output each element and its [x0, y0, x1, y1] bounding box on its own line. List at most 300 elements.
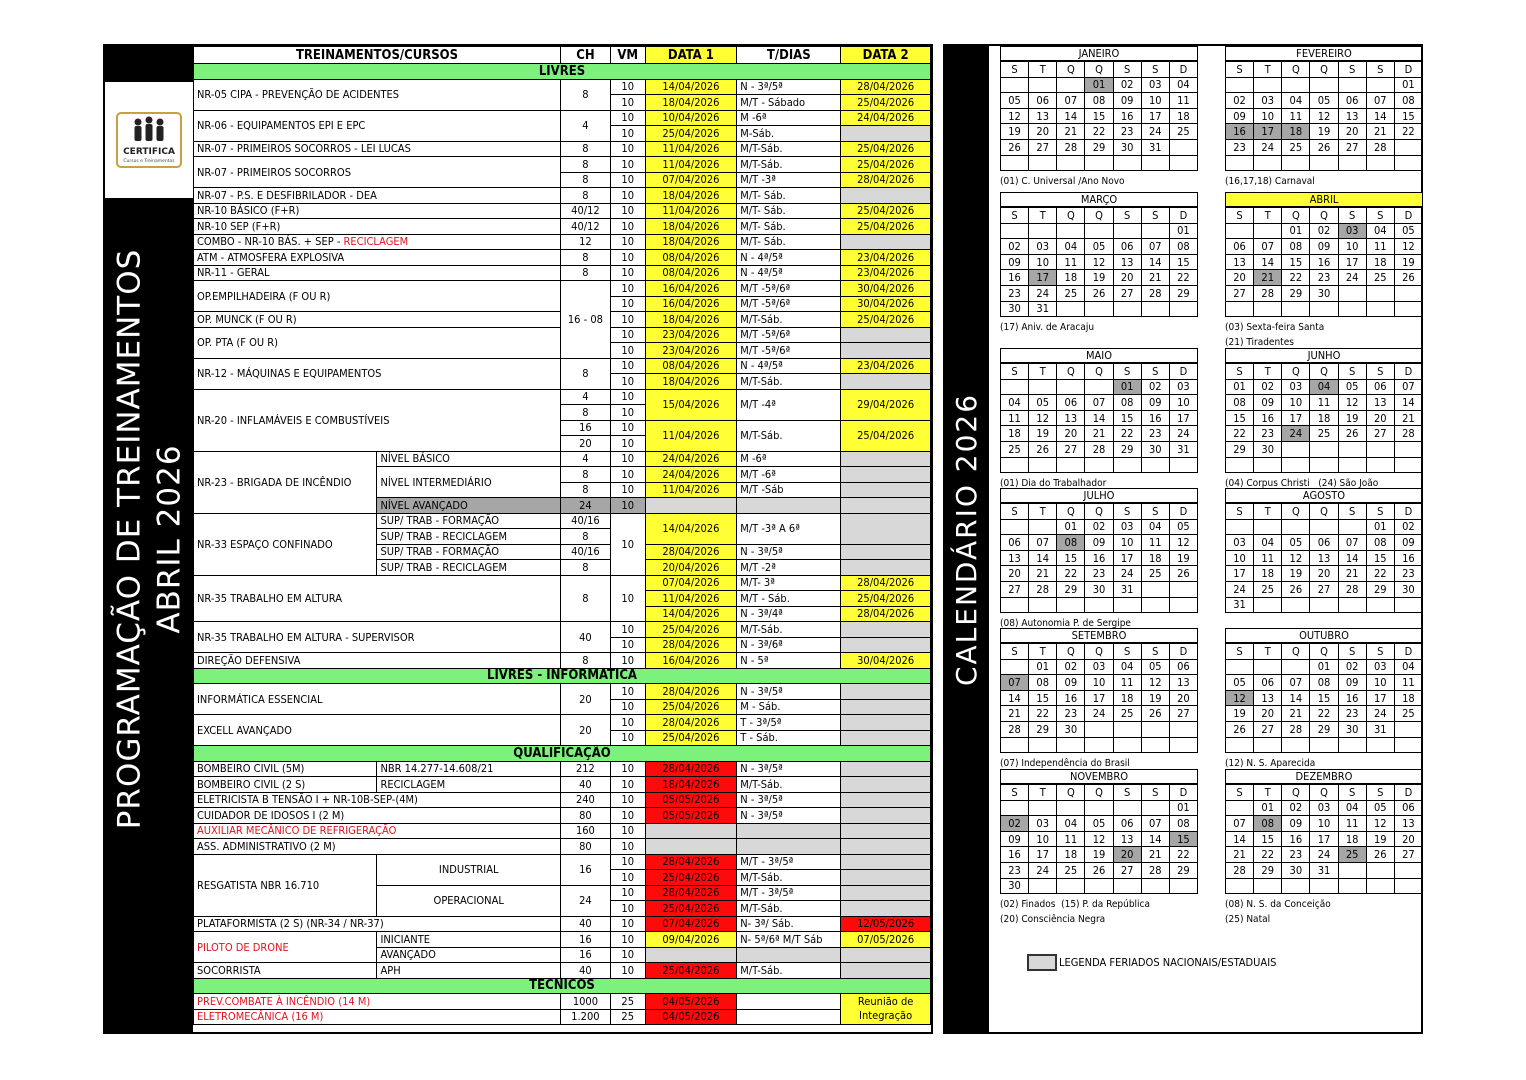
table-cell: 8 [560, 172, 610, 188]
calendar-day: 27 [1394, 847, 1422, 863]
section-qualificacao: QUALIFICAÇÃO [194, 746, 931, 762]
table-cell: 10 [610, 932, 645, 948]
holiday-note: (02) Finados (15) P. da República (20) Consciência Negra [1000, 899, 1151, 926]
legend-swatch [1027, 954, 1057, 971]
calendar-day: 01 [1169, 223, 1197, 239]
calendar-day: 28 [1141, 862, 1169, 878]
calendar-day [1338, 862, 1366, 878]
calendar-day: 29 [1226, 441, 1254, 457]
month-9 [1225, 628, 1423, 771]
calendar-day: 24 [1029, 862, 1057, 878]
table-cell: M/T-Sáb. [737, 777, 841, 793]
weekday-header: Q [1057, 644, 1085, 660]
calendar-day [1394, 139, 1422, 155]
calendar-day: 05 [1029, 395, 1057, 411]
calendar-day [1057, 155, 1085, 171]
table-cell: 25/04/2026 [841, 141, 931, 157]
calendar-day: 25 [1057, 862, 1085, 878]
calendar-day: 29 [1169, 285, 1197, 301]
calendar-day: 09 [1282, 816, 1310, 832]
weekday-header: D [1169, 644, 1197, 660]
table-cell: M/T -5ª/6ª [737, 281, 841, 297]
weekday-header: S [1113, 504, 1141, 520]
calendar-day: 04 [1254, 535, 1282, 551]
calendar-day: 20 [1254, 706, 1282, 722]
table-cell: 24/04/2026 [645, 467, 737, 483]
weekday-header: S [1113, 62, 1141, 78]
calendar-day: 21 [1282, 706, 1310, 722]
calendar-day: 10 [1226, 550, 1254, 566]
calendar-day: 09 [1310, 239, 1338, 255]
weekday-header: S [1366, 504, 1394, 520]
calendar-day [1338, 301, 1366, 317]
table-cell: NR-12 - MÁQUINAS E EQUIPAMENTOS [194, 358, 561, 389]
table-cell: 10 [610, 699, 645, 715]
table-cell: 8 [560, 653, 610, 669]
weekday-header: T [1029, 644, 1057, 660]
table-cell [841, 560, 931, 576]
calendar-day [1254, 223, 1282, 239]
calendar-day: 14 [1029, 550, 1057, 566]
calendar-day: 03 [1113, 519, 1141, 535]
table-cell: 24/04/2026 [645, 451, 737, 467]
calendar-day: 26 [1282, 581, 1310, 597]
calendar-day: 11 [1001, 410, 1029, 426]
weekday-header: Q [1310, 62, 1338, 78]
calendar-day: 20 [1394, 831, 1422, 847]
calendar-day: 06 [1254, 675, 1282, 691]
calendar-day: 05 [1366, 800, 1394, 816]
calendar-day [1366, 285, 1394, 301]
calendar-day [1338, 77, 1366, 93]
month-4 [1000, 348, 1198, 491]
calendar-day: 28 [1338, 581, 1366, 597]
holiday-note: (08) Autonomia P. de Sergipe [1000, 618, 1131, 630]
table-cell: 8 [560, 467, 610, 483]
calendar-day: 03 [1254, 93, 1282, 109]
table-cell: NR-35 TRABALHO EM ALTURA - SUPERVISOR [194, 622, 561, 653]
calendar-day [1001, 155, 1029, 171]
table-cell: M/T - Sábado [737, 95, 841, 111]
table-cell: 10 [610, 761, 645, 777]
calendar-day: 20 [1366, 410, 1394, 426]
calendar-day [1366, 441, 1394, 457]
table-cell: 28/04/2026 [645, 854, 737, 870]
calendar-day: 27 [1029, 139, 1057, 155]
calendar-day: 17 [1338, 254, 1366, 270]
table-cell [645, 839, 737, 855]
table-cell: SUP/ TRAB - RECICLAGEM [377, 529, 560, 545]
table-cell: SUP/ TRAB - RECICLAGEM [377, 560, 560, 576]
calendar-day: 11 [1141, 535, 1169, 551]
calendar-day: 17 [1169, 410, 1197, 426]
calendar-day [1169, 878, 1197, 894]
calendar-day: 13 [1113, 254, 1141, 270]
calendar-day [1029, 597, 1057, 613]
calendar-day: 25 [1254, 581, 1282, 597]
table-cell: PILOTO DE DRONE [194, 932, 377, 963]
calendar-day: 20 [1113, 847, 1141, 863]
weekday-header: Q [1085, 62, 1113, 78]
table-cell: 10 [610, 885, 645, 901]
table-cell: 8 [560, 529, 610, 545]
calendar-day: 23 [1001, 862, 1029, 878]
table-cell: 10 [610, 312, 645, 328]
weekday-header: S [1338, 208, 1366, 224]
calendar-day: 29 [1366, 581, 1394, 597]
table-cell: N - 5ª [737, 653, 841, 669]
table-cell: 40/12 [560, 219, 610, 235]
calendar-day [1085, 301, 1113, 317]
calendar-day: 03 [1366, 659, 1394, 675]
calendar-day [1001, 597, 1029, 613]
table-cell: T - 3ª/5ª [737, 715, 841, 731]
table-cell: 10 [610, 265, 645, 281]
calendar-day [1226, 659, 1254, 675]
table-cell: 11/04/2026 [645, 591, 737, 607]
calendar-day: 06 [1029, 93, 1057, 109]
calendar-day: 12 [1282, 550, 1310, 566]
weekday-header: T [1029, 364, 1057, 380]
table-cell [841, 327, 931, 343]
table-cell [841, 792, 931, 808]
calendar-day [1169, 737, 1197, 753]
table-cell: RESGATISTA NBR 16.710 [194, 854, 377, 916]
calendar-day: 15 [1226, 410, 1254, 426]
table-cell: 10 [610, 637, 645, 653]
table-cell: 23/04/2026 [841, 358, 931, 374]
calendar-day: 02 [1226, 93, 1254, 109]
table-cell: M/T- Sáb. [737, 234, 841, 250]
calendar-day: 11 [1254, 550, 1282, 566]
calendar-day: 09 [1001, 831, 1029, 847]
weekday-header: T [1254, 644, 1282, 660]
table-cell: M/T -5ª/6ª [737, 296, 841, 312]
table-cell: OP. PTA (F OU R) [194, 327, 561, 358]
calendar-day: 06 [1226, 239, 1254, 255]
weekday-header: Q [1057, 364, 1085, 380]
calendar-day: 11 [1113, 675, 1141, 691]
calendar-day: 19 [1338, 410, 1366, 426]
calendar-day: 19 [1085, 847, 1113, 863]
calendar-day: 12 [1001, 108, 1029, 124]
calendar-day: 30 [1254, 441, 1282, 457]
calendar-day: 13 [1113, 831, 1141, 847]
table-cell: 29/04/2026 [841, 389, 931, 420]
month-title: JULHO [1000, 488, 1198, 503]
calendar-day [1394, 862, 1422, 878]
weekday-header: S [1113, 785, 1141, 801]
table-cell: EXCELL AVANÇADO [194, 715, 561, 746]
calendar-day: 20 [1057, 426, 1085, 442]
calendar-day: 24 [1254, 139, 1282, 155]
table-cell: 25/04/2026 [645, 963, 737, 979]
calendar-title-band [945, 46, 989, 1032]
table-cell [841, 854, 931, 870]
table-cell: DIREÇÃO DEFENSIVA [194, 653, 561, 669]
table-cell: N - 3ª/5ª [737, 79, 841, 95]
calendar-day: 08 [1394, 93, 1422, 109]
weekday-header: Q [1310, 504, 1338, 520]
section-livres: LIVRES [194, 64, 931, 80]
calendar-day: 21 [1254, 270, 1282, 286]
calendar-day [1169, 301, 1197, 317]
weekday-header: S [1141, 364, 1169, 380]
calendar-day: 29 [1282, 285, 1310, 301]
table-cell: 10 [610, 126, 645, 142]
table-cell: M/T- Sáb. [737, 188, 841, 204]
table-cell: 18/04/2026 [645, 219, 737, 235]
calendar-day [1057, 597, 1085, 613]
table-cell: 28/04/2026 [645, 761, 737, 777]
calendar-day: 24 [1085, 706, 1113, 722]
table-cell: 24 [560, 885, 610, 916]
table-cell: 10 [610, 730, 645, 746]
weekday-header: Q [1310, 644, 1338, 660]
table-cell: 10 [610, 854, 645, 870]
table-cell: 25/04/2026 [841, 219, 931, 235]
calendar-day [1394, 155, 1422, 171]
holiday-note: (16,17,18) Carnaval [1225, 176, 1315, 188]
table-cell: 16 [560, 932, 610, 948]
table-cell: M/T -3ª [737, 172, 841, 188]
weekday-header: S [1001, 644, 1029, 660]
calendar-day [1254, 737, 1282, 753]
calendar-day [1338, 285, 1366, 301]
calendar-day: 02 [1282, 800, 1310, 816]
weekday-header: S [1001, 504, 1029, 520]
weekday-header: S [1141, 62, 1169, 78]
table-cell: 24 [560, 498, 610, 514]
table-cell: 25/04/2026 [645, 870, 737, 886]
calendar-day: 09 [1394, 535, 1422, 551]
table-cell: 10 [610, 467, 645, 483]
table-cell: 10 [610, 653, 645, 669]
calendar-day: 02 [1057, 659, 1085, 675]
table-cell: 25/04/2026 [645, 901, 737, 917]
calendar-day: 30 [1394, 581, 1422, 597]
weekday-header: T [1254, 504, 1282, 520]
calendar-day: 19 [1226, 706, 1254, 722]
calendar-day: 08 [1310, 675, 1338, 691]
weekday-header: Q [1282, 208, 1310, 224]
table-cell: N - 3ª/6ª [737, 637, 841, 653]
calendar-day [1057, 77, 1085, 93]
calendar-day [1169, 581, 1197, 597]
calendar-day: 18 [1338, 831, 1366, 847]
calendar-day: 02 [1310, 223, 1338, 239]
calendar-day: 09 [1057, 675, 1085, 691]
table-cell: 40/16 [560, 544, 610, 560]
table-cell: NR-11 - GERAL [194, 265, 561, 281]
table-cell: 10 [610, 203, 645, 219]
table-cell [841, 622, 931, 638]
month-11 [1225, 769, 1423, 927]
weekday-header: S [1141, 644, 1169, 660]
table-cell: APH [377, 963, 560, 979]
table-cell: M - Sáb. [737, 699, 841, 715]
calendar-day: 10 [1029, 831, 1057, 847]
table-cell: 05/05/2026 [645, 808, 737, 824]
calendar-day: 12 [1169, 535, 1197, 551]
table-cell: 23/04/2026 [645, 327, 737, 343]
table-cell [841, 761, 931, 777]
holiday-legend [1027, 954, 1276, 971]
calendar-day: 02 [1338, 659, 1366, 675]
table-cell: N - 4ª/5ª [737, 250, 841, 266]
calendar-day: 28 [1057, 139, 1085, 155]
table-cell: 16 [560, 947, 610, 963]
calendar-day [1085, 379, 1113, 395]
calendar-day: 09 [1254, 395, 1282, 411]
calendar-day [1001, 800, 1029, 816]
calendar-day: 13 [1057, 410, 1085, 426]
calendar-day: 10 [1029, 254, 1057, 270]
training-table [193, 46, 931, 1032]
weekday-header: Q [1310, 364, 1338, 380]
calendar-day: 08 [1169, 816, 1197, 832]
weekday-header: S [1366, 364, 1394, 380]
calendar-day: 10 [1113, 535, 1141, 551]
calendar-day: 31 [1029, 301, 1057, 317]
weekday-header: S [1338, 364, 1366, 380]
calendar-day [1085, 737, 1113, 753]
calendar-day: 16 [1338, 690, 1366, 706]
table-cell: SUP/ TRAB - FORMAÇÃO [377, 513, 560, 529]
calendar-day [1029, 223, 1057, 239]
calendar-day: 10 [1310, 816, 1338, 832]
table-cell: DATA 1 [645, 47, 737, 64]
table-cell: 40 [560, 963, 610, 979]
calendar-day [1254, 878, 1282, 894]
section-informatica: LIVRES - INFORMATICA [194, 668, 931, 684]
table-cell: 10 [610, 947, 645, 963]
calendar-day [1338, 878, 1366, 894]
calendar-day: 03 [1226, 535, 1254, 551]
calendar-day: 17 [1282, 410, 1310, 426]
calendar-day: 08 [1254, 816, 1282, 832]
calendar-day [1001, 737, 1029, 753]
calendar-day: 27 [1057, 441, 1085, 457]
weekday-header: S [1141, 208, 1169, 224]
calendar-day [1141, 223, 1169, 239]
calendar-day: 21 [1057, 124, 1085, 140]
calendar-day: 02 [1085, 519, 1113, 535]
weekday-header: Q [1057, 62, 1085, 78]
calendar-day: 27 [1310, 581, 1338, 597]
table-cell: 25 [610, 994, 645, 1010]
month-3 [1225, 192, 1423, 350]
table-cell: NÍVEL INTERMEDIÁRIO [377, 467, 560, 498]
table-cell: M/T -2ª [737, 560, 841, 576]
table-cell: RECICLAGEM [377, 777, 560, 793]
table-cell [841, 885, 931, 901]
holiday-note: (01) Dia do Trabalhador [1000, 478, 1107, 490]
calendar-day: 13 [1338, 108, 1366, 124]
month-10 [1000, 769, 1198, 927]
calendar-day [1169, 597, 1197, 613]
table-cell: NR-33 ESPAÇO CONFINADO [194, 513, 377, 575]
weekday-header: T [1254, 785, 1282, 801]
calendar-day: 19 [1141, 690, 1169, 706]
calendar-day: 07 [1226, 816, 1254, 832]
table-cell: NR-05 CIPA - PREVENÇÃO DE ACIDENTES [194, 79, 561, 110]
calendar-day [1226, 800, 1254, 816]
table-cell: N - 3ª/5ª [737, 792, 841, 808]
calendar-day: 01 [1169, 800, 1197, 816]
calendar-day: 12 [1366, 816, 1394, 832]
calendar-day: 22 [1029, 706, 1057, 722]
weekday-header: Q [1282, 62, 1310, 78]
table-cell: M/T-Sáb. [737, 420, 841, 451]
table-cell: 40 [560, 916, 610, 932]
table-cell: 28/04/2026 [645, 684, 737, 700]
calendar-day: 04 [1310, 379, 1338, 395]
calendar-day [1338, 737, 1366, 753]
calendar-day: 31 [1169, 441, 1197, 457]
weekday-header: S [1366, 62, 1394, 78]
calendar-day [1366, 878, 1394, 894]
calendar-day: 18 [1254, 566, 1282, 582]
weekday-header: Q [1282, 785, 1310, 801]
table-cell: NR-20 - INFLAMÁVEIS E COMBUSTÍVEIS [194, 389, 561, 451]
calendar-day: 16 [1141, 410, 1169, 426]
table-cell: 14/04/2026 [645, 79, 737, 95]
calendar-day: 12 [1085, 831, 1113, 847]
table-cell: 10 [610, 95, 645, 111]
calendar-day: 19 [1282, 566, 1310, 582]
calendar-day: 01 [1366, 519, 1394, 535]
table-cell: N - 3ª/4ª [737, 606, 841, 622]
table-cell [841, 684, 931, 700]
calendar-day [1113, 800, 1141, 816]
table-cell [737, 994, 841, 1010]
calendar-day: 02 [1001, 239, 1029, 255]
table-cell: M/T- Sáb. [737, 219, 841, 235]
table-cell: 10 [610, 715, 645, 731]
table-cell: NR-10 SEP (F+R) [194, 219, 561, 235]
calendar-day [1226, 155, 1254, 171]
table-cell: NR-35 TRABALHO EM ALTURA [194, 575, 561, 622]
table-cell: N - 3ª/5ª [737, 761, 841, 777]
calendar-day: 05 [1394, 223, 1422, 239]
weekday-header: S [1338, 504, 1366, 520]
table-cell: 10 [610, 870, 645, 886]
weekday-header: Q [1310, 785, 1338, 801]
weekday-header: D [1169, 364, 1197, 380]
calendar-day: 16 [1113, 108, 1141, 124]
table-cell: 40 [560, 622, 610, 653]
calendar-day: 10 [1366, 675, 1394, 691]
table-cell: 10 [610, 172, 645, 188]
table-cell: 10 [610, 420, 645, 436]
calendar-day: 11 [1394, 675, 1422, 691]
calendar-day: 01 [1254, 800, 1282, 816]
calendar-day [1141, 737, 1169, 753]
table-cell: 20 [560, 715, 610, 746]
calendar-day: 03 [1338, 223, 1366, 239]
calendar-day: 20 [1338, 124, 1366, 140]
table-cell [737, 1009, 841, 1025]
calendar-day: 18 [1394, 690, 1422, 706]
calendar-day: 31 [1366, 721, 1394, 737]
weekday-header: D [1394, 785, 1422, 801]
table-cell: 10 [610, 110, 645, 126]
calendar-day [1226, 457, 1254, 473]
calendar-day [1282, 77, 1310, 93]
calendar-day: 01 [1113, 379, 1141, 395]
calendar-day [1057, 800, 1085, 816]
